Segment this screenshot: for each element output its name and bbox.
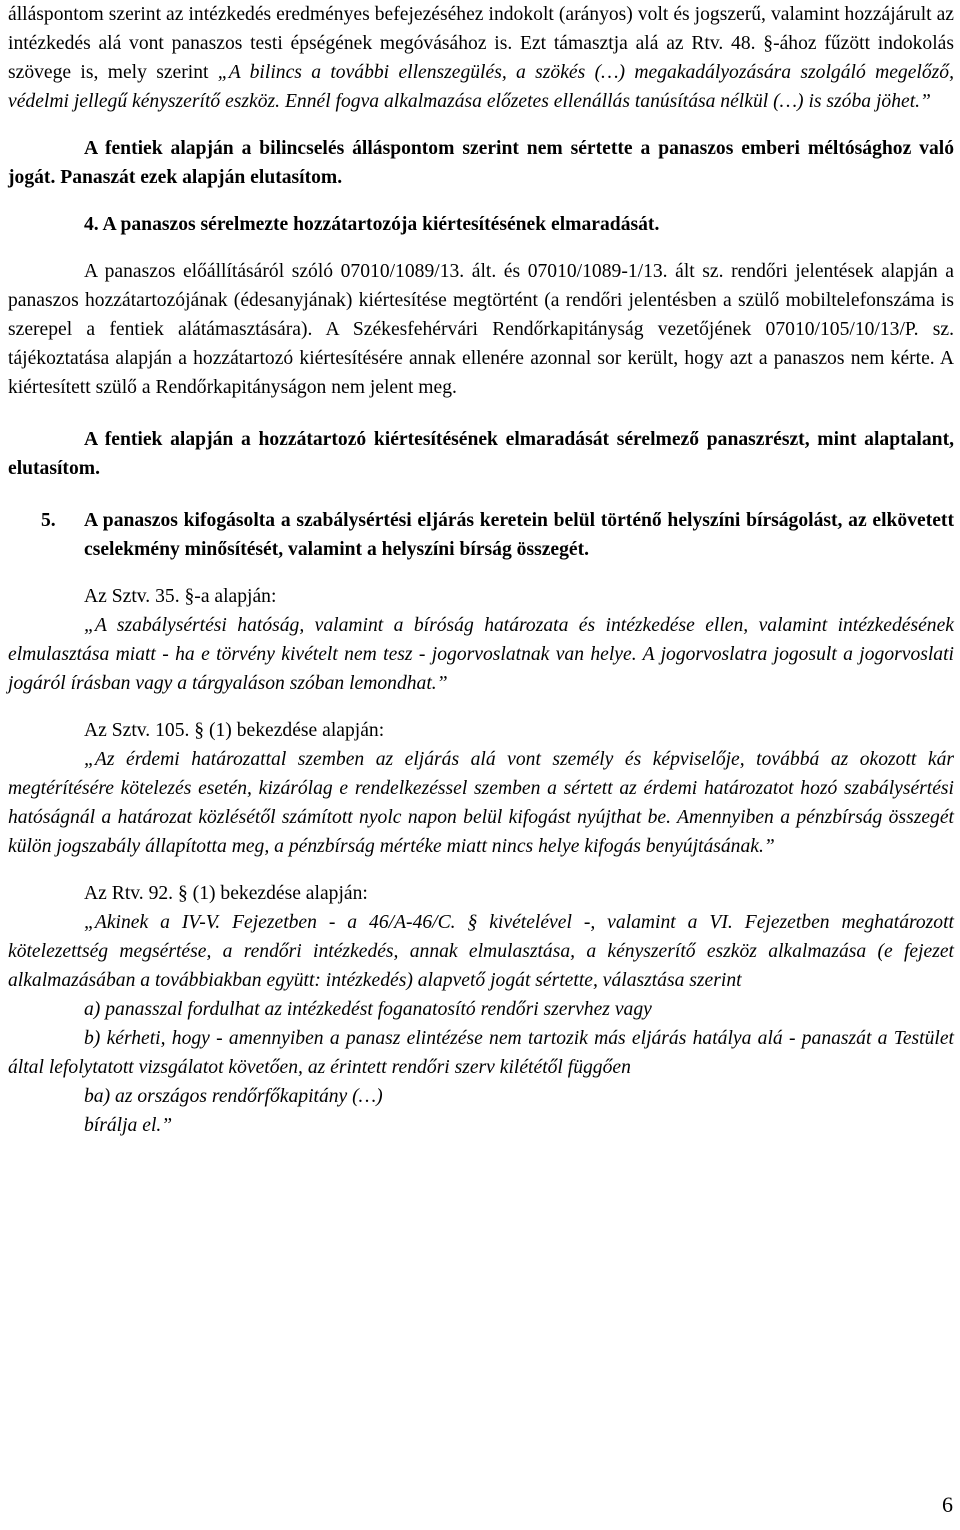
rtv-92-point-a: a) panasszal fordulhat az intézkedést foganatosító rendőri szervhez vagy <box>84 999 652 1020</box>
sztv-105-quote: „Az érdemi határozattal szemben az eljárás alá vont személy és képviselője, továbbá az okozott kár megtérítésére kötelezés esetén, kizárólag e rendelkezéssel szemben a sértett az érdemi határozatot hozó szabálysértési hatóságnál a határozat közlésétől számított nyolc napon belül kifogást nyújthat be. Amennyiben a pénzbírság összegét külön jogszabály állapította meg, a pénzbírság mértéke miatt nincs helye kifogás benyújtásának.” <box>8 749 954 857</box>
intro-text: álláspontom szerint az intézkedés eredményes befejezéséhez indokolt (arányos) volt és jogszerű, valamint hozzájárult az intézkedés alá vont panaszos testi épségének megóvásához is. Ezt támasztja alá az Rtv. 48. §-ához fűzött indokolás szövege is, mely szerint <box>8 4 954 83</box>
rtv-92-closing: bírálja el.” <box>84 1115 173 1136</box>
sztv-105-reference: Az Sztv. 105. § (1) bekezdése alapján: <box>84 720 385 741</box>
document-page <box>8 0 954 1140</box>
sztv-35-reference: Az Sztv. 35. §-a alapján: <box>84 586 277 607</box>
spacer <box>8 861 954 879</box>
spacer <box>8 564 954 582</box>
item-5-heading <box>8 506 954 564</box>
rtv-92-reference: Az Rtv. 92. § (1) bekezdése alapján: <box>84 883 368 904</box>
sztv-35-quote: „A szabálysértési hatóság, valamint a bíróság határozata és intézkedése ellen, valamint intézkedésének elmulasztása miatt - ha e törvény kivételt nem tesz - jogorvoslatnak van helye. A jogorvoslatra jogosult a jogorvoslati jogáról írásban vagy a tárgyaláson szóban lemondhat.” <box>8 615 954 694</box>
conclusion-3: A fentiek alapján a bilincselés álláspontom szerint nem sértette a panaszos emberi méltósághoz való jogát. Panaszát ezek alapján elutasítom. <box>8 138 954 188</box>
spacer <box>8 698 954 716</box>
item-4-body: A panaszos előállításáról szóló 07010/1089/13. ált. és 07010/1089-1/13. ált sz. rendőri jelentések alapján a panaszos hozzátartozójának (édesanyjának) kiértesítése megtörtént (a rendőri jelentésben a szülő mobiltelefonszáma is szerepel a fentiek alátámasztására). A Székesfehérvári Rendőrkapitányság vezetőjének 07010/105/10/13/P. sz. tájékoztatása alapján a hozzátartozó kiértesítésére annak ellenére azonnal sor került, hogy azt a panaszos nem kérte. A kiértesített szülő a Rendőrkapitányságon nem jelent meg. <box>8 261 954 398</box>
item-4-conclusion: A fentiek alapján a hozzátartozó kiértesítésének elmaradását sérelmező panaszrészt, mint alaptalant, elutasítom. <box>8 429 954 479</box>
item-4-heading: 4. A panaszos sérelmezte hozzátartozója kiértesítésének elmaradását. <box>84 214 660 235</box>
intro-quote: „A bilincs a további ellenszegülés, a szökés (…) megakadályozására szolgáló megelőző, védelmi jellegű kényszerítő eszköz. Ennél fogva alkalmazása előzetes ellenállás tanúsítása nélkül (…) is szóba jöhet.” <box>8 62 954 112</box>
item-5-text: A panaszos kifogásolta a szabálysértési eljárás keretein belül történő helyszíni bírságolást, az elkövetett cselekmény minősítését, valamint a helyszíni bírság összegét. <box>84 510 954 560</box>
rtv-92-quote: „Akinek a IV-V. Fejezetben - a 46/A-46/C. § kivételével -, valamint a VI. Fejezetben meghatározott kötelezettség megsértése, a rendőri intézkedés, annak elmulasztása, a kényszerítő eszköz alkalmazása (e fejezet alkalmazásában a továbbiakban együtt: intézkedés) alapvető jogát sértette, választása szerint <box>8 912 954 991</box>
rtv-92-point-ba: ba) az országos rendőrfőkapitány (…) <box>84 1086 383 1107</box>
spacer <box>8 192 954 210</box>
rtv-92-point-b: b) kérheti, hogy - amennyiben a panasz elintézése nem tartozik más eljárás hatálya alá - panaszát a Testület által lefolytatott vizsgálatot követően, az érintett rendőri szerv kilététől függően <box>8 1028 954 1078</box>
spacer <box>8 483 954 506</box>
spacer <box>8 116 954 134</box>
intro-paragraph <box>8 0 954 116</box>
item-5-number: 5. <box>41 510 56 531</box>
page-number: 6 <box>942 1492 953 1517</box>
spacer <box>8 239 954 257</box>
spacer <box>8 402 954 425</box>
